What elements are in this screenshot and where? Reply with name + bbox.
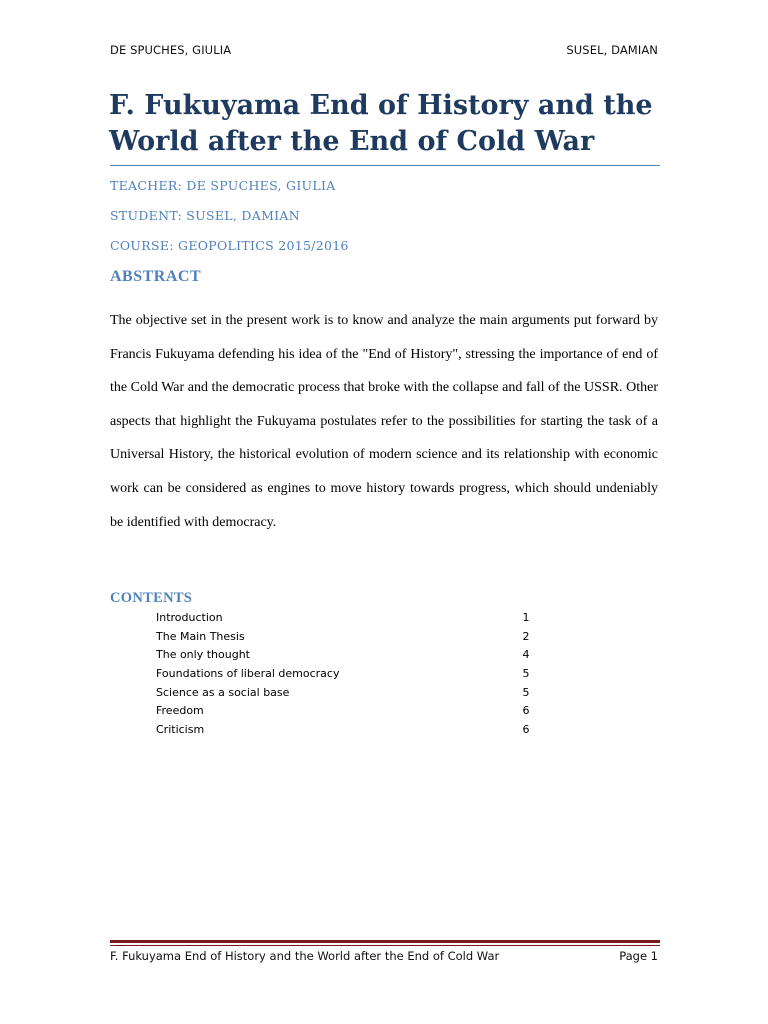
header-author-left: DE SPUCHES, GIULIA <box>110 43 232 57</box>
toc-entry <box>156 646 536 665</box>
toc-entry-page: 4 <box>522 648 530 662</box>
footer-divider-thin <box>110 945 660 946</box>
student-line: STUDENT: SUSEL, DAMIAN <box>110 208 300 223</box>
toc-entry-title: Criticism <box>156 723 205 737</box>
toc-entry-title: Introduction <box>156 611 223 624</box>
toc-entry <box>156 609 536 628</box>
footer-divider-thick <box>110 940 660 943</box>
toc-entry-page: 1 <box>522 611 530 624</box>
toc-entry <box>156 684 536 703</box>
toc-entry <box>156 628 536 647</box>
contents-heading: CONTENTS <box>110 590 193 606</box>
header-author-right: SUSEL, DAMIAN <box>566 43 658 57</box>
toc-entry-title: The only thought <box>156 648 250 662</box>
toc-entry-page: 5 <box>522 685 530 699</box>
teacher-line: TEACHER: DE SPUCHES, GIULIA <box>110 178 336 193</box>
toc-entry <box>156 665 536 684</box>
footer-title: F. Fukuyama End of History and the World after the End of Cold War <box>110 949 500 963</box>
toc-entry-page: 6 <box>522 704 530 718</box>
abstract-body: The objective set in the present work is to know and analyze the main arguments put forward by Francis Fukuyama defending his idea of the "End of History", stressing the importance of end of the Cold War and the democratic process that broke with the collapse and fall of the USSR. Other aspects that highlight the Fukuyama postulates refer to the possibilities for starting the task of a Universal History, the historical evolution of modern science and its relationship with economic work can be considered as engines to move history towards progress, which should undeniably be identified with democracy. <box>110 313 658 530</box>
toc-entry <box>156 702 536 721</box>
document-title: F. Fukuyama End of History and the World after the End of Cold War <box>109 90 653 157</box>
footer-page-number: Page 1 <box>619 949 658 963</box>
toc-entry-page: 5 <box>522 667 530 681</box>
course-line: COURSE: GEOPOLITICS 2015/2016 <box>110 238 349 253</box>
table-of-contents <box>156 609 536 740</box>
toc-entry-title: Foundations of liberal democracy <box>156 667 340 681</box>
title-divider <box>110 165 660 166</box>
toc-entry-page: 2 <box>522 629 530 643</box>
abstract-heading: ABSTRACT <box>110 268 202 285</box>
toc-entry-title: The Main Thesis <box>156 629 245 643</box>
toc-entry-page: 6 <box>522 723 530 737</box>
toc-entry <box>156 721 536 740</box>
toc-entry-title: Science as a social base <box>156 685 290 699</box>
toc-entry-title: Freedom <box>156 704 204 718</box>
